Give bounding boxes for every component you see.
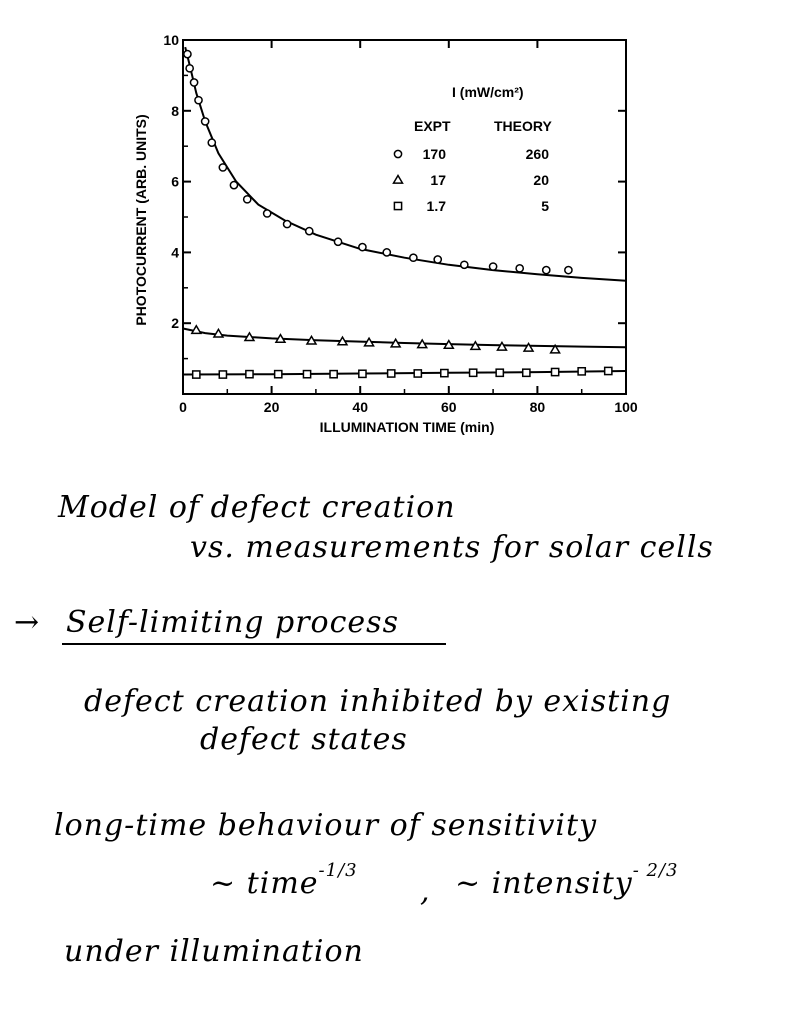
legend-theory-value: 20 — [533, 172, 549, 188]
legend-marker — [394, 176, 403, 184]
data-point — [275, 371, 282, 378]
data-point — [184, 51, 191, 58]
intensity-exponent: - 2/3 — [632, 860, 679, 881]
x-tick-label: 0 — [179, 399, 187, 415]
chart-series — [183, 47, 626, 378]
data-point — [461, 261, 468, 268]
note-line-4: defect states — [200, 722, 408, 757]
x-tick-label: 40 — [352, 399, 368, 415]
intensity-term: ~ intensity — [455, 866, 633, 901]
data-point — [195, 97, 202, 104]
data-point — [516, 265, 523, 272]
data-point — [359, 243, 366, 250]
time-term: ~ time — [210, 866, 319, 901]
x-tick-label: 100 — [614, 399, 638, 415]
data-point — [208, 139, 215, 146]
data-point — [186, 65, 193, 72]
data-point — [334, 238, 341, 245]
data-point — [552, 368, 559, 375]
chart-legend — [394, 84, 553, 214]
note-line-6-time — [210, 860, 358, 901]
data-point — [578, 368, 585, 375]
data-point — [388, 370, 395, 377]
x-tick-label: 60 — [441, 399, 457, 415]
data-point — [330, 371, 337, 378]
legend-theory-value: 5 — [541, 198, 549, 214]
note-line-3: defect creation inhibited by existing — [84, 684, 672, 719]
series-triangle — [183, 326, 626, 353]
data-point — [524, 343, 533, 351]
heading-underline — [62, 643, 446, 645]
note-line-2: vs. measurements for solar cells — [190, 530, 714, 565]
time-exponent: -1/3 — [318, 860, 358, 881]
data-point — [523, 369, 530, 376]
data-point — [193, 371, 200, 378]
data-point — [246, 371, 253, 378]
data-point — [441, 370, 448, 377]
data-point — [565, 267, 572, 274]
data-point — [244, 196, 251, 203]
note-line-7: under illumination — [64, 934, 364, 969]
data-point — [284, 220, 291, 227]
y-tick-label: 10 — [163, 32, 179, 48]
legend-marker — [394, 150, 401, 157]
data-point — [303, 371, 310, 378]
y-axis-label: PHOTOCURRENT (ARB. UNITS) — [133, 114, 149, 326]
series-circle — [184, 47, 626, 281]
data-point — [470, 369, 477, 376]
data-point — [543, 267, 550, 274]
data-point — [190, 79, 197, 86]
data-point — [414, 370, 421, 377]
series-square — [183, 367, 626, 378]
legend-expt-value: 17 — [430, 172, 446, 188]
data-point — [264, 210, 271, 217]
data-point — [359, 370, 366, 377]
legend-header-theory: THEORY — [494, 118, 552, 134]
data-point — [219, 371, 226, 378]
legend-title: I (mW/cm²) — [452, 84, 524, 100]
y-tick-label: 2 — [171, 315, 179, 332]
y-tick-label: 6 — [171, 173, 179, 190]
data-point — [490, 263, 497, 270]
data-point — [202, 118, 209, 125]
chart-axes — [163, 32, 637, 415]
legend-theory-value: 260 — [525, 146, 549, 162]
legend-header-expt: EXPT — [414, 118, 451, 134]
legend-marker — [394, 202, 401, 209]
data-point — [605, 367, 612, 374]
data-point — [306, 228, 313, 235]
data-point — [496, 369, 503, 376]
note-line-6-intensity — [455, 860, 679, 901]
data-point — [219, 164, 226, 171]
note-arrow: → — [14, 605, 41, 640]
data-point — [230, 182, 237, 189]
data-point — [410, 254, 417, 261]
y-tick-label: 8 — [171, 102, 179, 119]
legend-expt-value: 1.7 — [426, 198, 446, 214]
photocurrent-chart — [0, 0, 802, 470]
x-tick-label: 80 — [529, 399, 546, 415]
data-point — [214, 329, 223, 337]
note-line-5: long-time behaviour of sensitivity — [54, 808, 598, 843]
data-point — [434, 256, 441, 263]
theory-curve — [185, 47, 626, 281]
y-tick-label: 4 — [171, 244, 179, 261]
x-tick-label: 20 — [263, 399, 280, 415]
data-point — [383, 249, 390, 256]
legend-expt-value: 170 — [422, 146, 446, 162]
note-heading: Self-limiting process — [66, 605, 399, 640]
note-line-6-separator: , — [420, 874, 431, 909]
x-axis-label: ILLUMINATION TIME (min) — [319, 419, 495, 435]
note-line-1: Model of defect creation — [58, 490, 456, 525]
